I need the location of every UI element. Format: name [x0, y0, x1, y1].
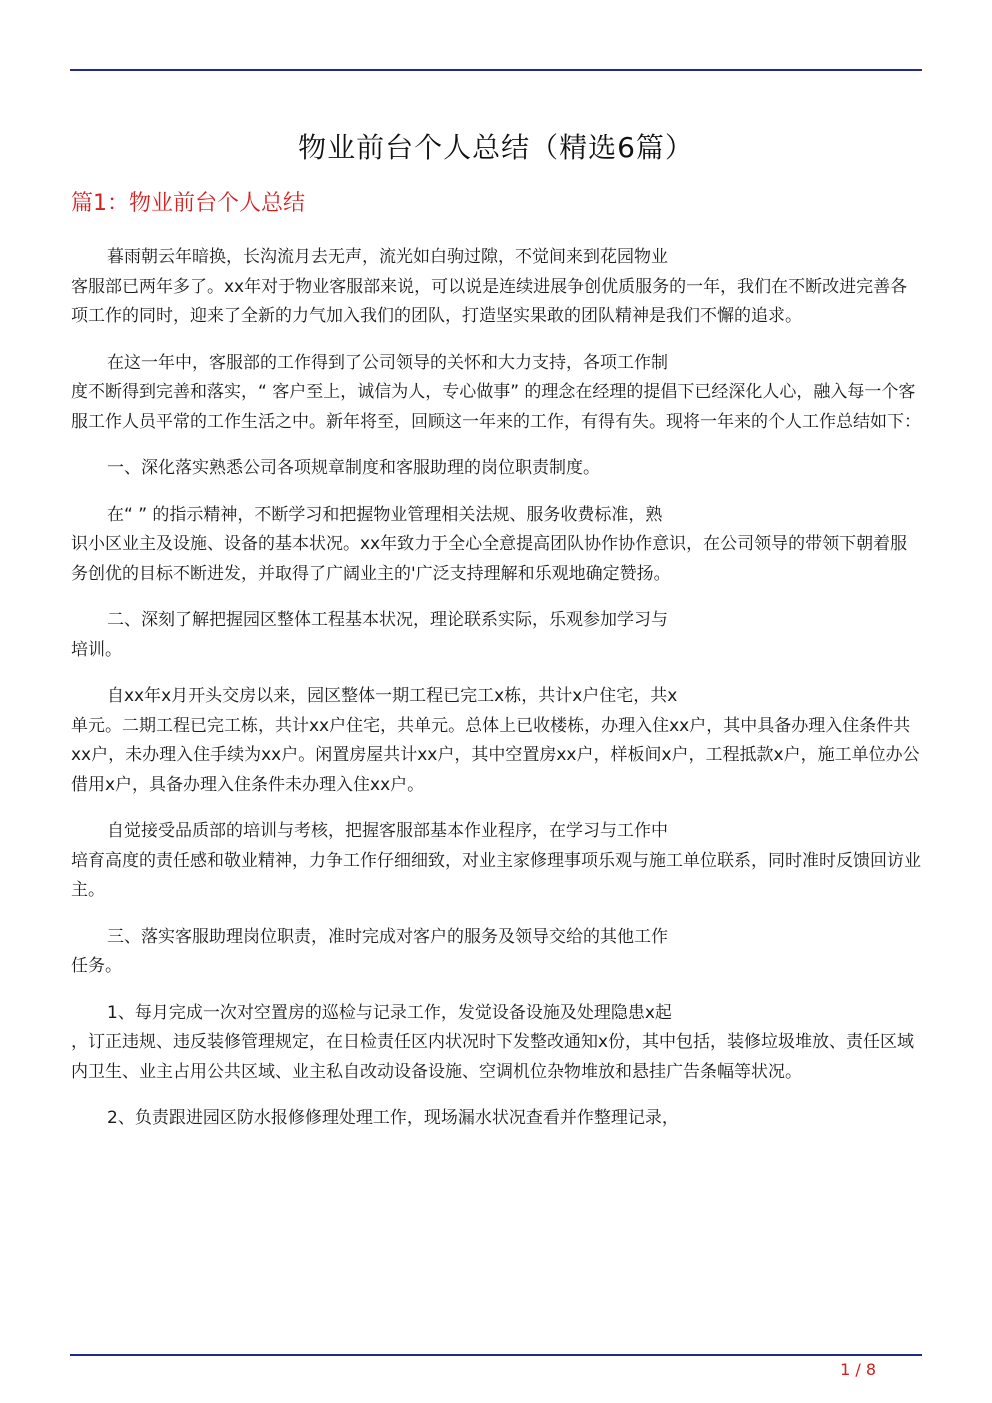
page-title: 物业前台个人总结（精选6篇）	[298, 131, 694, 164]
paragraph-first-line: 在这一年中，客服部的工作得到了公司领导的关怀和大力支持，各项工作制	[107, 352, 668, 373]
page-number: 1 / 8	[840, 1360, 876, 1379]
paragraph	[71, 349, 921, 438]
paragraph-first-line: 自xx年x月开头交房以来，园区整体一期工程已完工x栋，共计x户住宅，共x	[107, 686, 678, 706]
paragraph-text: 度不断得到完善和落实，“ 客户至上，诚信为人，专心做事” 的理念在经理的提倡下已经深化人心，融入每一个客服工作人员平常的工作生活之中。新年将至，回顾这一年来的工作，有得有失。现将一年来的个人工作总结如下：	[71, 382, 921, 432]
paragraph-text: 识小区业主及设施、设备的基本状况。xx年致力于全心全意提高团队协作协作意识，在公司领导的带领下朝着服务创优的目标不断进发，并取得了广阔业主的'广泛支持理解和乐观地确定赞扬。	[71, 534, 908, 584]
paragraph	[71, 817, 921, 906]
paragraph-first-line: 1、每月完成一次对空置房的巡检与记录工作，发觉设备设施及处理隐患x起	[107, 1002, 672, 1023]
paragraph-text: 单元。二期工程已完工栋，共计xx户住宅，共单元。总体上已收楼栋，办理入住xx户，其中具备办理入住条件共xx户，未办理入住手续为xx户。闲置房屋共计xx户，其中空置房xx户，样板间x户，工程抵款x户，施工单位办公借用x户，具备办理入住条件未办理入住xx户。	[71, 715, 920, 795]
paragraph	[71, 923, 921, 982]
paragraph-text: 培训。	[71, 639, 122, 660]
paragraph	[71, 999, 921, 1088]
paragraph-text: 客服部已两年多了。xx年对于物业客服部来说，可以说是连续进展争创优质服务的一年，我们在不断改进完善各项工作的同时，迎来了全新的力气加入我们的团队，打造坚实果敢的团队精神是我们不懈的追求。	[71, 276, 908, 326]
section-heading: 篇1：物业前台个人总结	[71, 191, 305, 216]
paragraph-first-line: 三、落实客服助理岗位职责，准时完成对客户的服务及领导交给的其他工作	[107, 926, 668, 947]
paragraph-first-line: 2、负责跟进园区防水报修修理处理工作，现场漏水状况查看并作整理记录，	[107, 1108, 679, 1128]
paragraph	[71, 454, 921, 484]
paragraph-first-line: 在“ ” 的指示精神，不断学习和把握物业管理相关法规、服务收费标准，熟	[107, 504, 663, 525]
paragraph	[71, 1104, 921, 1134]
paragraph-first-line: 暮雨朝云年暗换，长沟流月去无声，流光如白驹过隙，不觉间来到花园物业	[107, 247, 668, 267]
paragraph-text: 培育高度的责任感和敬业精神，力争工作仔细细致，对业主家修理事项乐观与施工单位联系，同时准时反馈回访业主。	[71, 850, 921, 900]
document-body	[71, 243, 921, 1151]
paragraph-first-line: 二、深刻了解把握园区整体工程基本状况，理论联系实际，乐观参加学习与	[107, 610, 668, 630]
footer-rule	[70, 1354, 922, 1356]
paragraph	[71, 606, 921, 665]
paragraph	[71, 501, 921, 590]
paragraph-first-line: 自觉接受品质部的培训与考核，把握客服部基本作业程序，在学习与工作中	[107, 821, 668, 841]
header-rule	[70, 69, 922, 71]
paragraph	[71, 682, 921, 800]
paragraph-text: ，订正违规、违反装修管理规定，在日检责任区内状况时下发整改通知x份，其中包括，装修垃圾堆放、责任区域内卫生、业主占用公共区域、业主私自改动设备设施、空调机位杂物堆放和悬挂广告条幅等状况。	[71, 1032, 915, 1082]
paragraph-first-line: 一、深化落实熟悉公司各项规章制度和客服助理的岗位职责制度。	[107, 458, 600, 478]
paragraph	[71, 243, 921, 332]
paragraph-text: 任务。	[71, 956, 122, 976]
